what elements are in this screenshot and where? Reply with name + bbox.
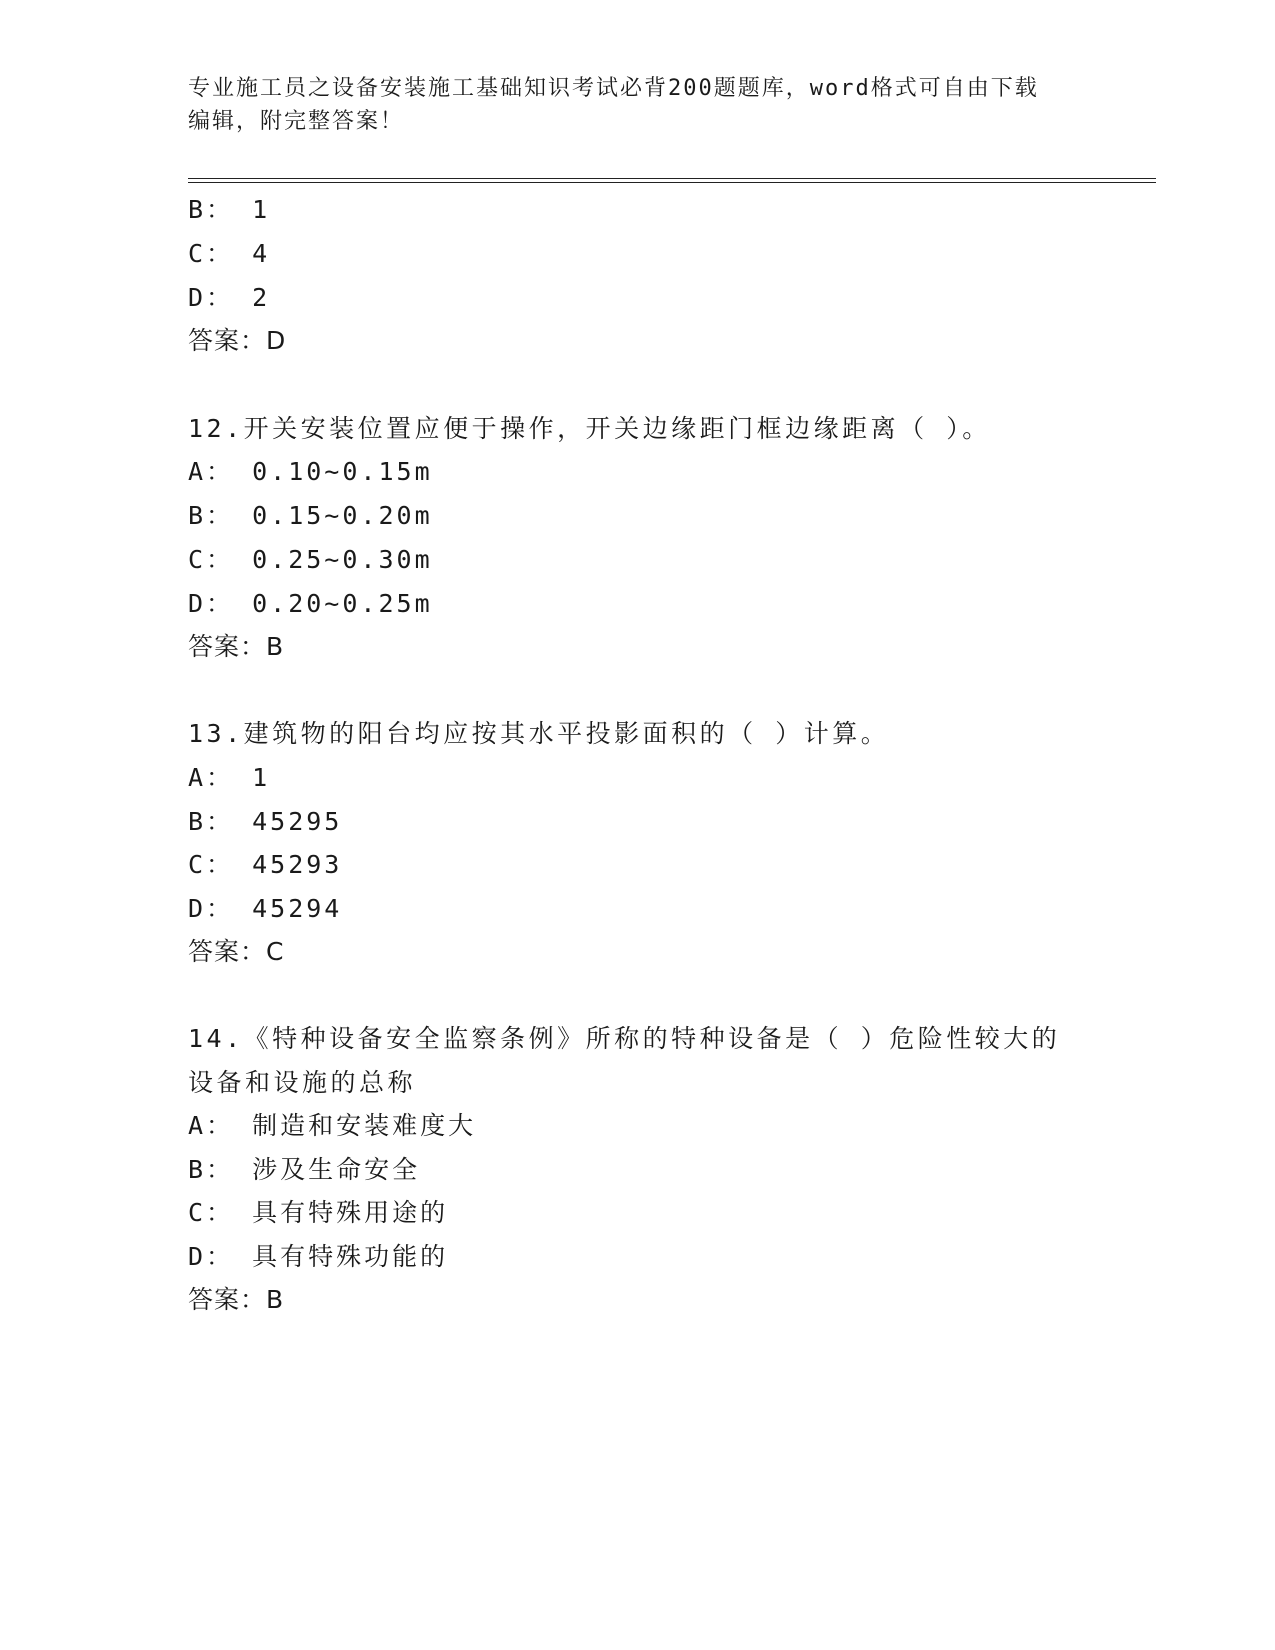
- q13-option-c: C： 45293: [188, 850, 343, 879]
- q13-option-b: B： 45295: [188, 807, 343, 836]
- q13-question: 13.建筑物的阳台均应按其水平投影面积的（ ）计算。: [188, 719, 890, 748]
- q11-answer: 答案：D: [188, 326, 287, 355]
- q12-answer: 答案：B: [188, 632, 285, 661]
- q14-option-a: A： 制造和安装难度大: [188, 1111, 477, 1140]
- document-header: [188, 72, 1088, 138]
- q14-question-line-2: 设备和设施的总称: [188, 1068, 417, 1097]
- q11-option-b: B： 1: [188, 195, 271, 224]
- q12-option-d: D： 0.20~0.25m: [188, 589, 433, 618]
- q12-option-b: B： 0.15~0.20m: [188, 501, 433, 530]
- q14-answer: 答案：B: [188, 1285, 285, 1314]
- q11-option-d: D： 2: [188, 283, 271, 312]
- q14-option-c: C： 具有特殊用途的: [188, 1198, 449, 1227]
- q12-option-a: A： 0.10~0.15m: [188, 457, 433, 486]
- header-divider-bottom: [188, 182, 1156, 183]
- header-line-2: 编辑，附完整答案！: [188, 109, 405, 134]
- q14-option-b: B： 涉及生命安全: [188, 1155, 421, 1184]
- q12-option-c: C： 0.25~0.30m: [188, 545, 433, 574]
- q11-option-c: C： 4: [188, 239, 271, 268]
- header-line-1: 专业施工员之设备安装施工基础知识考试必背200题题库，word格式可自由下载: [188, 76, 1039, 101]
- q13-option-a: A： 1: [188, 763, 271, 792]
- q13-answer: 答案：C: [188, 937, 285, 966]
- q14-option-d: D： 具有特殊功能的: [188, 1242, 449, 1271]
- q14-question-line-1: 14.《特种设备安全监察条例》所称的特种设备是（ ）危险性较大的: [188, 1024, 1061, 1053]
- header-divider-top: [188, 178, 1156, 179]
- q12-question: 12.开关安装位置应便于操作，开关边缘距门框边缘距离（ ）。: [188, 414, 991, 443]
- q13-option-d: D： 45294: [188, 894, 343, 923]
